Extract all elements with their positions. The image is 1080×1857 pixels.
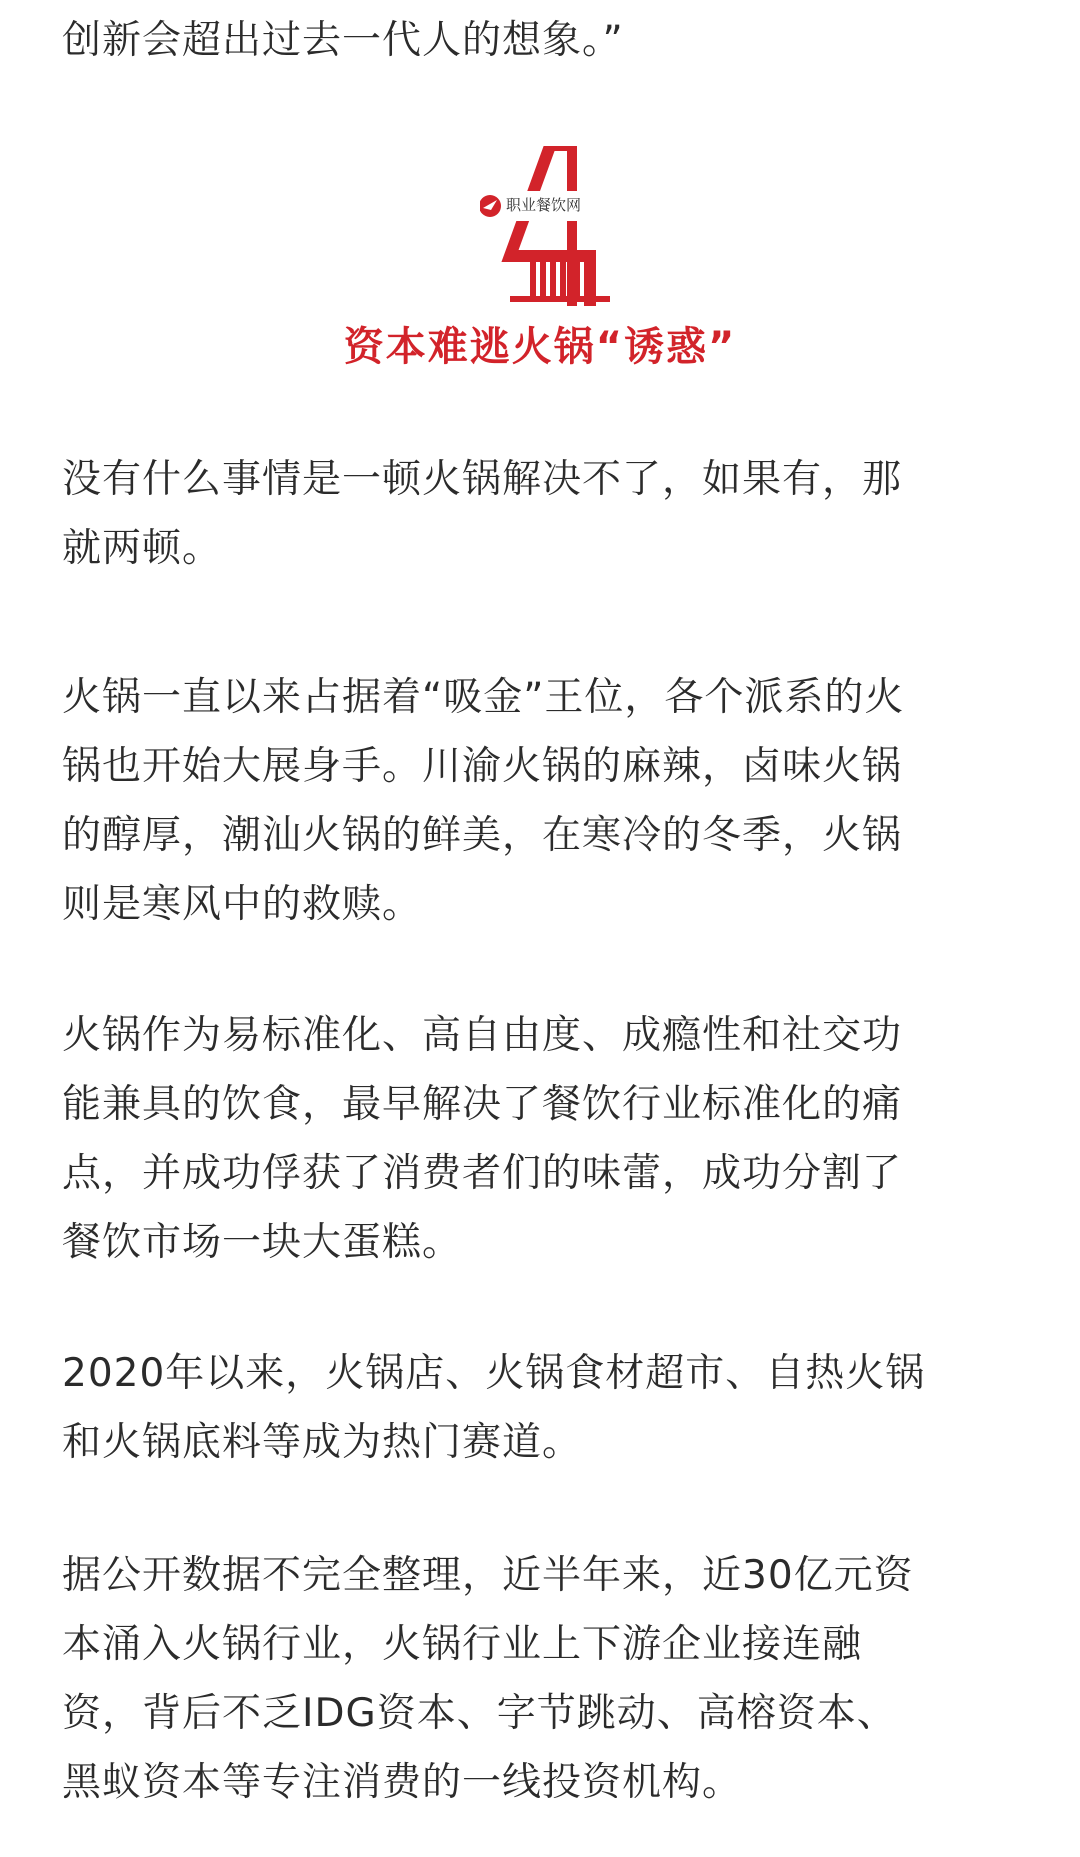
section-number-logo (480, 146, 620, 306)
paragraph-2 (62, 663, 1022, 939)
section-title: 资本难逃火锅“诱惑” (343, 324, 737, 370)
paragraph-line: 的醇厚，潮汕火锅的鲜美，在寒冷的冬季，火锅 (62, 813, 903, 858)
paragraph-line: 和火锅底料等成为热门赛道。 (62, 1420, 583, 1465)
section-header (0, 140, 1080, 380)
paragraph-line: 则是寒风中的救赎。 (62, 882, 423, 927)
paragraph-line: 火锅一直以来占据着“吸金”王位，各个派系的火 (62, 675, 905, 720)
paragraph-line: 据公开数据不完全整理，近半年来，近30亿元资 (62, 1553, 914, 1598)
paragraph-line: 锅也开始大展身手。川渝火锅的麻辣，卤味火锅 (62, 744, 903, 789)
paragraph-1 (62, 445, 1022, 583)
paragraph-5 (62, 1541, 1022, 1817)
paragraph-line: 火锅作为易标准化、高自由度、成瘾性和社交功 (62, 1013, 903, 1058)
paragraph-line: 资，背后不乏IDG资本、字节跳动、高榕资本、 (62, 1691, 897, 1736)
logo-text: 职业餐饮网 (506, 196, 582, 214)
paragraph-line: 没有什么事情是一顿火锅解决不了，如果有，那 (62, 457, 903, 502)
paragraph-line: 本涌入火锅行业，火锅行业上下游企业接连融 (62, 1622, 863, 1667)
paragraph-line: 就两顿。 (62, 526, 223, 571)
paragraph-4 (62, 1339, 1022, 1477)
number-four-graphic (480, 146, 620, 306)
paragraph-line: 2020年以来，火锅店、火锅食材超市、自热火锅 (62, 1351, 926, 1396)
paragraph-line: 餐饮市场一块大蛋糕。 (62, 1220, 463, 1265)
intro-tail-line: 创新会超出过去一代人的想象。” (62, 18, 624, 63)
paragraph-line: 点，并成功俘获了消费者们的味蕾，成功分割了 (62, 1151, 903, 1196)
intro-tail-text (62, 6, 1022, 75)
paragraph-line: 黑蚁资本等专注消费的一线投资机构。 (62, 1760, 743, 1805)
paragraph-3 (62, 1001, 1022, 1277)
paragraph-line: 能兼具的饮食，最早解决了餐饮行业标准化的痛 (62, 1082, 903, 1127)
